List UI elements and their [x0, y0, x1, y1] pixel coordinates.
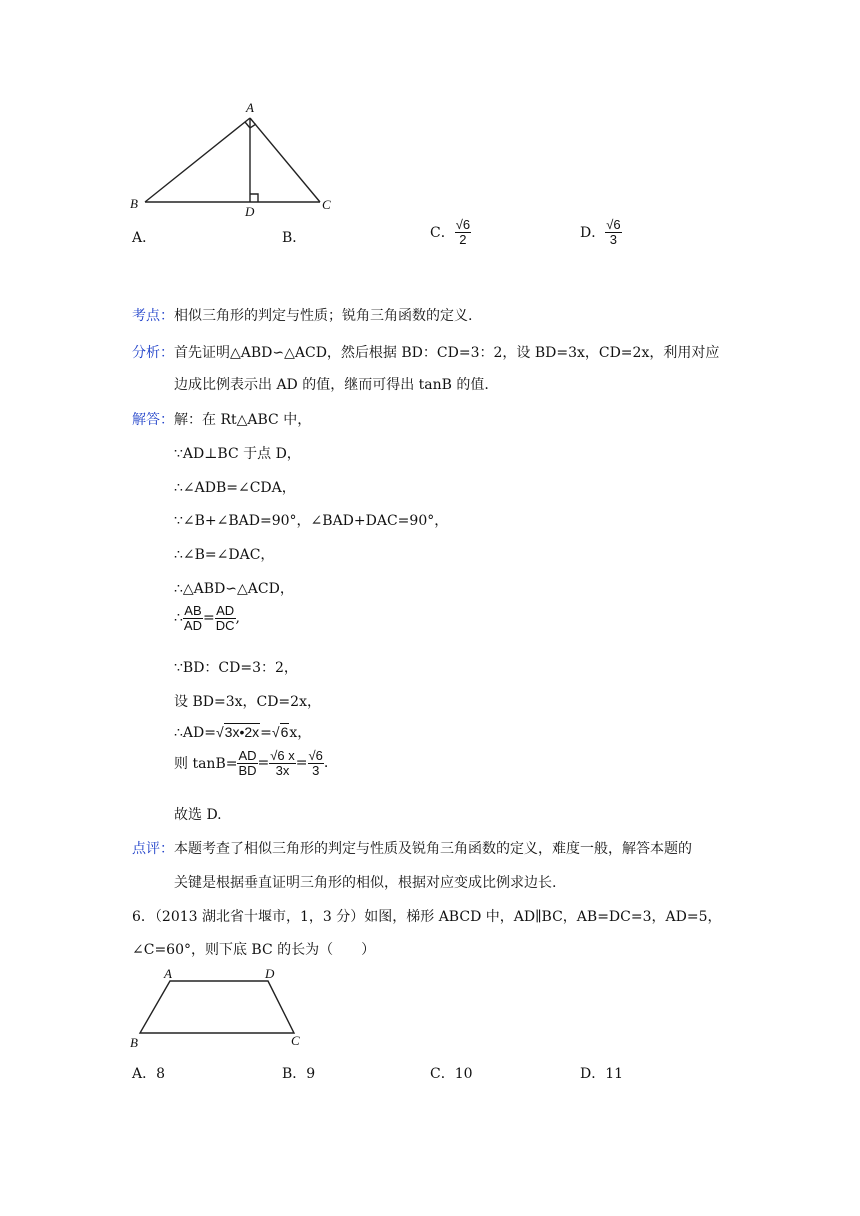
jieda-line6: ∴△ABD∽△ACD，: [174, 581, 294, 597]
sqrt-symbol: √: [455, 217, 463, 232]
fenxi-line1: 首先证明△ABD∽△ACD，然后根据 BD：CD=3：2，设 BD=3x，CD=2x，利用对应: [174, 345, 720, 361]
sqrt-symbol: √: [308, 748, 316, 763]
q6-option-b[interactable]: B．9: [282, 1066, 316, 1082]
option-d-den: 3: [609, 231, 618, 247]
fenxi-line2: 边成比例表示出 AD 的值，继而可得出 tanB 的值.: [174, 377, 489, 393]
triangle-figure: [120, 98, 350, 220]
trapezoid-figure: [128, 965, 318, 1055]
comma: ,: [235, 610, 240, 627]
jieda-line9: 设 BD=3x，CD=2x，: [174, 694, 321, 710]
jieda-line10: [174, 722, 311, 742]
jieda-line7: [174, 604, 240, 632]
sqrt-symbol: √: [606, 217, 614, 232]
fraction-ad-dc: [215, 604, 236, 632]
option-d-label: D．: [580, 225, 606, 242]
equals: =: [295, 755, 308, 772]
frac-num: [308, 749, 324, 764]
jieda-line12: 故选 D.: [174, 807, 222, 823]
frac-den: BD: [238, 762, 257, 778]
sqrt-3x2x: √3x•2x: [215, 724, 260, 740]
jieda-line1: 解：在 Rt△ABC 中，: [174, 412, 312, 428]
option-c-fraction: [455, 218, 471, 246]
jieda-line2: ∵AD⊥BC 于点 D，: [174, 446, 301, 462]
option-d[interactable]: [580, 218, 622, 246]
line-end: x，: [289, 725, 312, 741]
side-ac: [250, 118, 320, 202]
frac-den: 3: [312, 762, 320, 778]
frac-den: 3x: [275, 762, 290, 778]
var-x: x: [284, 748, 295, 763]
option-c[interactable]: [430, 218, 471, 246]
radicand: 6: [277, 748, 285, 763]
side-ab: [145, 118, 250, 202]
label-b: B: [130, 196, 138, 211]
q6-option-d[interactable]: D．11: [580, 1066, 624, 1082]
q6-option-a[interactable]: A．8: [132, 1066, 166, 1082]
right-angle-mark-d: [250, 194, 258, 202]
jieda-tag: 解答：: [132, 412, 174, 428]
kaodian-tag: 考点：: [132, 308, 174, 324]
option-a[interactable]: A．: [132, 230, 157, 246]
fenxi-section: [132, 342, 719, 362]
option-d-num: 6: [613, 217, 621, 232]
frac-den: DC: [215, 617, 235, 633]
dianping-line2: 关键是根据垂直证明三角形的相似，根据对应变成比例求边长.: [174, 875, 557, 891]
fraction-ab-ad: [183, 604, 203, 632]
radicand: 6: [315, 748, 323, 763]
equals: =: [257, 755, 270, 772]
option-b[interactable]: B．: [282, 230, 307, 246]
tanb-equals: 则 tanB=: [174, 756, 238, 773]
option-c-den: 2: [459, 231, 467, 247]
jieda-line5: ∴∠B=∠DAC，: [174, 547, 275, 563]
label-c: C: [291, 1033, 300, 1048]
frac-num: AB: [184, 603, 202, 618]
frac-num: [269, 749, 296, 764]
option-d-fraction: [605, 218, 621, 246]
sqrt-6: √6: [271, 724, 289, 740]
fenxi-tag: 分析：: [132, 345, 174, 361]
ad-equals: ∴AD=: [174, 725, 216, 741]
label-a: A: [164, 966, 172, 981]
label-a: A: [246, 100, 254, 115]
option-c-label: C．: [430, 225, 455, 242]
fraction-sqrt6-3: [308, 749, 324, 777]
radicand: 3x•2x: [224, 724, 260, 740]
therefore-symbol: ∴: [174, 610, 183, 627]
label-b: B: [130, 1035, 138, 1050]
frac-num: AD: [238, 748, 257, 763]
fraction-sqrt6x-3x: [269, 749, 296, 777]
jieda-line4: ∵∠B+∠BAD=90°，∠BAD+DAC=90°，: [174, 513, 449, 529]
label-d: D: [245, 204, 255, 219]
label-d: D: [265, 966, 275, 981]
sqrt-symbol: √: [270, 748, 278, 763]
label-c: C: [322, 197, 331, 212]
dianping-section: [132, 838, 692, 858]
q6-option-c[interactable]: C．10: [430, 1066, 473, 1082]
period: .: [323, 755, 329, 772]
kaodian-section: [132, 305, 472, 325]
q6-line2: ∠C=60°，则下底 BC 的长为（ ）: [132, 942, 376, 958]
dianping-line1: 本题考查了相似三角形的判定与性质及锐角三角函数的定义，难度一般，解答本题的: [174, 841, 692, 857]
equals: =: [260, 725, 272, 741]
frac-num: AD: [216, 603, 235, 618]
fraction-ad-bd: [237, 749, 257, 777]
jieda-line11: [174, 749, 328, 777]
equals: =: [202, 610, 215, 627]
jieda-line8: ∵BD：CD=3：2，: [174, 660, 298, 676]
option-c-num: 6: [462, 217, 471, 232]
jieda-section: [132, 409, 311, 429]
trapezoid-abcd: [140, 981, 294, 1033]
q6-line1: 6．（2013 湖北省十堰市，1，3 分）如图，梯形 ABCD 中，AD∥BC，AB=DC=3，AD=5，: [132, 909, 722, 925]
radicand: 6: [280, 724, 289, 740]
jieda-line3: ∴∠ADB=∠CDA，: [174, 480, 296, 496]
frac-den: AD: [183, 617, 202, 633]
kaodian-text: 相似三角形的判定与性质；锐角三角函数的定义.: [174, 308, 473, 324]
dianping-tag: 点评：: [132, 841, 174, 857]
